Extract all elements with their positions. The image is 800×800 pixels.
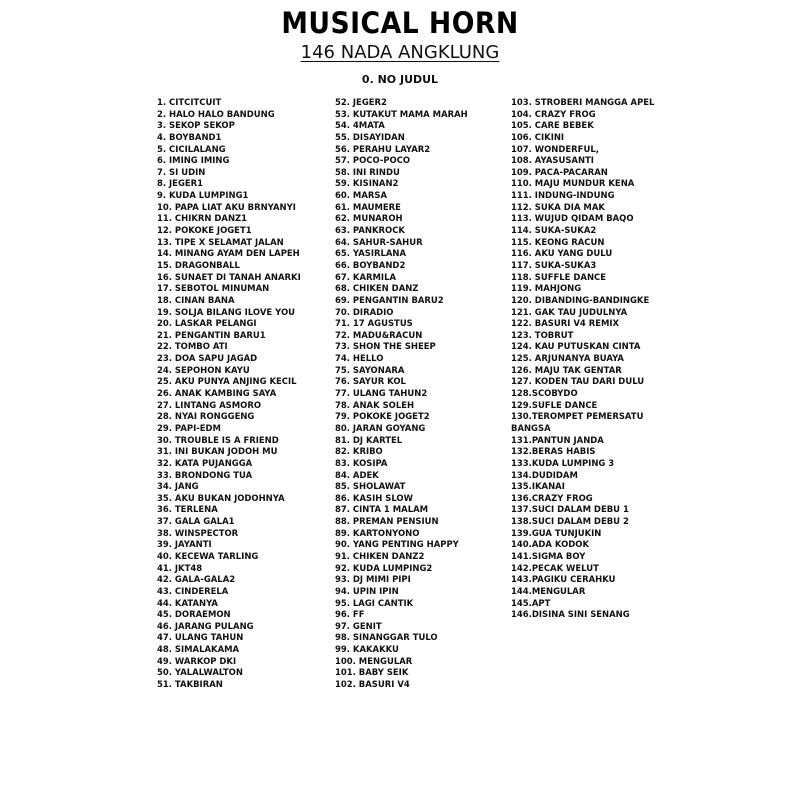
song-item: 44. KATANYA <box>157 597 218 609</box>
song-item: 109. PACA-PACARAN <box>511 166 608 178</box>
song-item: 96. FF <box>335 609 365 621</box>
song-item: 131.PANTUN JANDA <box>511 434 604 446</box>
song-item: 16. SUNAET DI TANAH ANARKI <box>157 271 301 283</box>
song-item: 75. SAYONARA <box>335 364 405 376</box>
song-item: 89. KARTONYONO <box>335 527 420 539</box>
song-item: 27. LINTANG ASMORO <box>157 399 262 411</box>
song-item: 76. SAYUR KOL <box>335 376 406 388</box>
song-item: 115. KEONG RACUN <box>511 236 605 248</box>
song-item: 55. DISAYIDAN <box>335 131 405 143</box>
song-item: 86. KASIH SLOW <box>335 492 413 504</box>
song-item: 140.ADA KODOK <box>511 539 590 551</box>
song-item: 29. PAPI-EDM <box>157 422 221 434</box>
song-item: 11. CHIKRN DANZ1 <box>157 213 248 225</box>
song-item: 28. NYAI RONGGENG <box>157 411 255 423</box>
song-item: 85. SHOLAWAT <box>335 481 406 493</box>
song-item: 92. KUDA LUMPING2 <box>335 562 433 574</box>
song-item: 117. SUKA-SUKA3 <box>511 259 597 271</box>
song-item: 36. TERLENA <box>157 504 218 516</box>
song-item: 102. BASURI V4 <box>335 679 410 691</box>
song-item: 135.IKANAI <box>511 481 565 493</box>
song-item: 108. AYASUSANTI <box>511 155 594 167</box>
song-item: 136.CRAZY FROG <box>511 492 593 504</box>
song-item: 94. UPIN IPIN <box>335 585 399 597</box>
song-item: 46. JARANG PULANG <box>157 620 254 632</box>
song-item: 91. CHIKEN DANZ2 <box>335 550 425 562</box>
song-item: BANGSA <box>511 422 551 434</box>
song-item: 127. KODEN TAU DARI DULU <box>511 376 645 388</box>
song-item: 42. GALA-GALA2 <box>157 574 236 586</box>
song-item: 87. CINTA 1 MALAM <box>335 504 429 516</box>
song-item: 61. MAUMERE <box>335 201 401 213</box>
song-item: 78. ANAK SOLEH <box>335 399 415 411</box>
song-item: 126. MAJU TAK GENTAR <box>511 364 622 376</box>
song-item: 38. WINSPECTOR <box>157 527 239 539</box>
song-item: 81. DJ KARTEL <box>335 434 403 446</box>
song-item: 99. KAKAKKU <box>335 644 399 656</box>
song-item: 21. PENGANTIN BARU1 <box>157 329 266 341</box>
subtitle-text: 146 NADA ANGKLUNG <box>300 42 500 63</box>
song-item: 71. 17 AGUSTUS <box>335 318 413 330</box>
song-item: 49. WARKOP DKI <box>157 655 237 667</box>
song-item: 52. JEGER2 <box>335 97 387 108</box>
song-item: 69. PENGANTIN BARU2 <box>335 294 444 306</box>
song-item: 133.KUDA LUMPING 3 <box>511 457 615 469</box>
song-item: 82. KRIBO <box>335 446 383 458</box>
song-item: 62. MUNAROH <box>335 213 403 225</box>
song-item: 142.PECAK WELUT <box>511 562 599 574</box>
song-item: 12. POKOKE JOGET1 <box>157 225 252 237</box>
song-item: 2. HALO HALO BANDUNG <box>157 108 275 120</box>
song-item: 7. SI UDIN <box>157 166 206 178</box>
song-item: 65. YASIRLANA <box>335 248 407 260</box>
song-item: 30. TROUBLE IS A FRIEND <box>157 434 279 446</box>
song-item: 33. BRONDONG TUA <box>157 469 253 481</box>
song-item: 146.DISINA SINI SENANG <box>511 609 630 621</box>
song-item: 35. AKU BUKAN JODOHNYA <box>157 492 285 504</box>
song-item: 138.SUCI DALAM DEBU 2 <box>511 516 629 528</box>
song-item: 129.SUFLE DANCE <box>511 399 598 411</box>
song-item: 130.TEROMPET PEMERSATU <box>511 411 644 423</box>
song-item: 10. PAPA LIAT AKU BRNYANYI <box>157 201 296 213</box>
song-item: 68. CHIKEN DANZ <box>335 283 419 295</box>
song-item: 1. CITCITCUIT <box>157 97 222 108</box>
song-item: 24. SEPOHON KAYU <box>157 364 250 376</box>
song-item: 53. KUTAKUT MAMA MARAH <box>335 108 468 120</box>
song-item: 128.SCOBYDO <box>511 388 578 400</box>
song-item: 98. SINANGGAR TULO <box>335 632 438 644</box>
song-item: 19. SOLJA BILANG ILOVE YOU <box>157 306 295 318</box>
song-item: 132.BERAS HABIS <box>511 446 596 458</box>
song-item: 51. TAKBIRAN <box>157 679 223 691</box>
song-item: 73. SHON THE SHEEP <box>335 341 436 353</box>
song-item: 20. LASKAR PELANGI <box>157 318 257 330</box>
song-item: 97. GENIT <box>335 620 382 632</box>
song-item: 34. JANG <box>157 481 199 493</box>
song-item: 64. SAHUR-SAHUR <box>335 236 423 248</box>
song-item: 45. DORAEMON <box>157 609 231 621</box>
song-item: 15. DRAGONBALL <box>157 259 240 271</box>
song-item: 139.GUA TUNJUKIN <box>511 527 602 539</box>
song-item: 4. BOYBAND1 <box>157 131 222 143</box>
song-item: 8. JEGER1 <box>157 178 204 190</box>
song-item: 125. ARJUNANYA BUAYA <box>511 353 624 365</box>
song-item: 3. SEKOP SEKOP <box>157 120 235 132</box>
song-item: 145.APT <box>511 597 551 609</box>
song-item: 56. PERAHU LAYAR2 <box>335 143 431 155</box>
song-item: 59. KISINAN2 <box>335 178 399 190</box>
song-item: 100. MENGULAR <box>335 655 413 667</box>
song-item: 112. SUKA DIA MAK <box>511 201 605 213</box>
song-item: 116. AKU YANG DULU <box>511 248 613 260</box>
song-item: 105. CARE BEBEK <box>511 120 594 132</box>
song-item: 32. KATA PUJANGGA <box>157 457 253 469</box>
song-item: 121. GAK TAU JUDULNYA <box>511 306 628 318</box>
song-item: 43. CINDERELA <box>157 585 229 597</box>
song-item: 122. BASURI V4 REMIX <box>511 318 620 330</box>
song-item: 79. POKOKE JOGET2 <box>335 411 430 423</box>
song-item: 124. KAU PUTUSKAN CINTA <box>511 341 641 353</box>
song-item: 123. TOBRUT <box>511 329 574 341</box>
song-item: 95. LAGI CANTIK <box>335 597 414 609</box>
song-item: 120. DIBANDING-BANDINGKE <box>511 294 650 306</box>
song-item: 23. DOA SAPU JAGAD <box>157 353 258 365</box>
song-item: 80. JARAN GOYANG <box>335 422 426 434</box>
song-item: 6. IMING IMING <box>157 155 230 167</box>
song-item: 106. CIKINI <box>511 131 565 143</box>
song-item: 113. WUJUD QIDAM BAQO <box>511 213 634 225</box>
song-item: 134.DUDIDAM <box>511 469 578 481</box>
page-subtitle <box>0 42 800 63</box>
song-item: 13. TIPE X SELAMAT JALAN <box>157 236 284 248</box>
song-item: 104. CRAZY FROG <box>511 108 596 120</box>
song-item: 50. YALALWALTON <box>157 667 243 679</box>
song-list-column-2 <box>335 97 479 691</box>
song-item: 101. BABY SEIK <box>335 667 409 679</box>
song-item: 41. JKT48 <box>157 562 203 574</box>
song-item: 111. INDUNG-INDUNG <box>511 190 615 202</box>
song-item: 26. ANAK KAMBING SAYA <box>157 388 277 400</box>
song-item: 58. INI RINDU <box>335 166 400 178</box>
song-item: 14. MINANG AYAM DEN LAPEH <box>157 248 300 260</box>
song-item: 37. GALA GALA1 <box>157 516 235 528</box>
song-item: 66. BOYBAND2 <box>335 259 406 271</box>
song-item: 90. YANG PENTING HAPPY <box>335 539 459 551</box>
song-item: 48. SIMALAKAMA <box>157 644 240 656</box>
song-item: 17. SEBOTOL MINUMAN <box>157 283 270 295</box>
song-item: 118. SUFFLE DANCE <box>511 271 607 283</box>
song-item: 5. CICILALANG <box>157 143 226 155</box>
song-item: 25. AKU PUNYA ANJING KECIL <box>157 376 297 388</box>
song-item: 31. INI BUKAN JODOH MU <box>157 446 278 458</box>
song-item: 63. PANKROCK <box>335 225 405 237</box>
song-item: 110. MAJU MUNDUR KENA <box>511 178 635 190</box>
song-item: 74. HELLO <box>335 353 384 365</box>
song-item: 18. CINAN BANA <box>157 294 235 306</box>
column-heading: 0. NO JUDUL <box>361 73 439 86</box>
song-item: 54. 4MATA <box>335 120 385 132</box>
song-item: 22. TOMBO ATI <box>157 341 228 353</box>
song-item: 57. POCO-POCO <box>335 155 411 167</box>
song-item: 83. KOSIPA <box>335 457 388 469</box>
song-item: 137.SUCI DALAM DEBU 1 <box>511 504 629 516</box>
song-item: 60. MARSA <box>335 190 388 202</box>
song-item: 143.PAGIKU CERAHKU <box>511 574 616 586</box>
song-list-column-3 <box>511 97 667 621</box>
song-list-column-1 <box>157 97 313 691</box>
song-item: 103. STROBERI MANGGA APEL <box>511 97 655 108</box>
song-item: 70. DIRADIO <box>335 306 394 318</box>
song-item: 107. WONDERFUL, <box>511 143 599 155</box>
song-item: 93. DJ MIMI PIPI <box>335 574 411 586</box>
song-item: 114. SUKA-SUKA2 <box>511 225 597 237</box>
song-item: 88. PREMAN PENSIUN <box>335 516 439 528</box>
song-item: 144.MENGULAR <box>511 585 586 597</box>
song-item: 77. ULANG TAHUN2 <box>335 388 428 400</box>
page-title: MUSICAL HORN <box>281 6 519 40</box>
song-item: 47. ULANG TAHUN <box>157 632 244 644</box>
song-item: 39. JAYANTI <box>157 539 212 551</box>
song-item: 67. KARMILA <box>335 271 397 283</box>
song-item: 40. KECEWA TARLING <box>157 550 259 562</box>
song-item: 84. ADEK <box>335 469 379 481</box>
song-item: 72. MADU&RACUN <box>335 329 423 341</box>
song-item: 141.SIGMA BOY <box>511 550 586 562</box>
song-item: 119. MAHJONG <box>511 283 582 295</box>
song-item: 9. KUDA LUMPING1 <box>157 190 249 202</box>
